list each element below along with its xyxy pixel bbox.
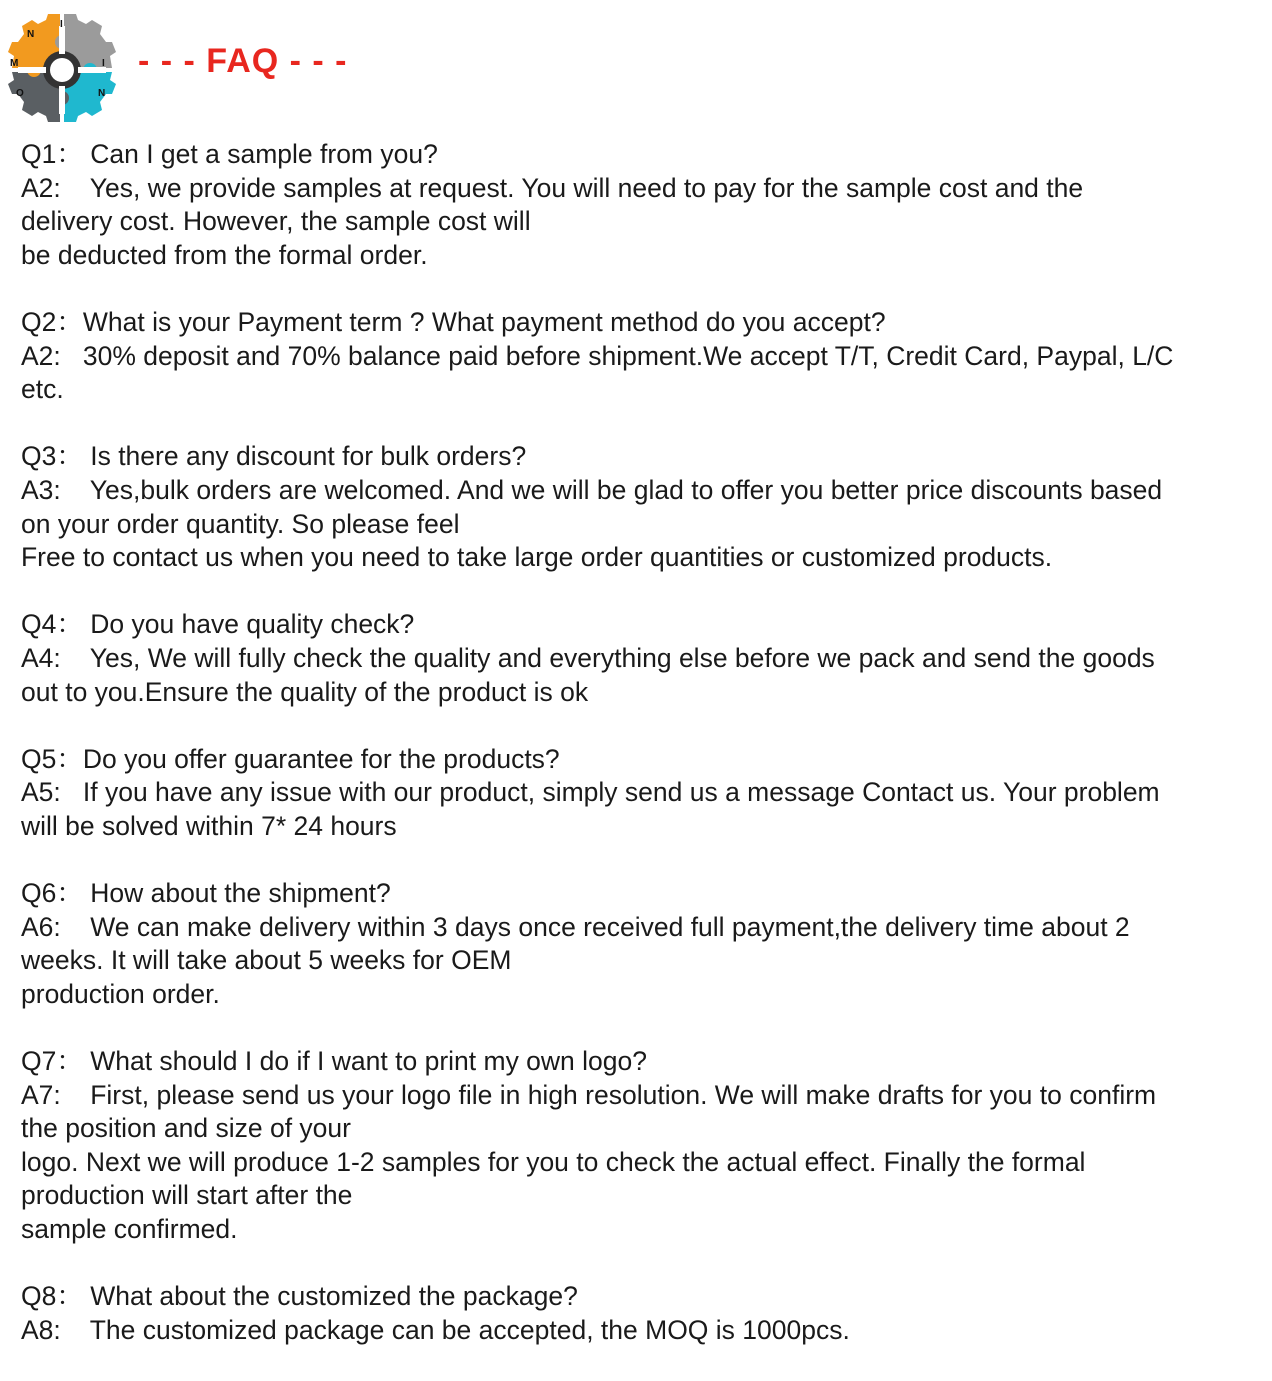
gear-spoke bbox=[59, 26, 65, 54]
faq-question: Q6： How about the shipment? bbox=[21, 878, 391, 909]
faq-title: - - - FAQ - - - bbox=[138, 42, 348, 80]
faq-answer-line: be deducted from the formal order. bbox=[21, 239, 428, 270]
gear-puzzle-logo-icon bbox=[4, 12, 120, 124]
logo-letter: O bbox=[16, 88, 24, 99]
logo-letter: N bbox=[98, 88, 106, 99]
faq-item bbox=[21, 743, 1261, 844]
faq-list bbox=[21, 138, 1261, 1381]
faq-answer-line: sample confirmed. bbox=[21, 1214, 238, 1244]
faq-question: Q7： What should I do if I want to print my own logo? bbox=[21, 1046, 647, 1077]
faq-item bbox=[21, 608, 1261, 709]
faq-item bbox=[21, 877, 1261, 1011]
faq-answer-line: production will start after the bbox=[21, 1180, 353, 1211]
faq-question: Q8： What about the customized the package? bbox=[21, 1281, 578, 1312]
gear-spoke bbox=[18, 67, 46, 73]
faq-question: Q3： Is there any discount for bulk orders? bbox=[21, 441, 527, 472]
gear-body bbox=[8, 14, 116, 122]
faq-item bbox=[21, 306, 1261, 407]
logo-letter: I bbox=[60, 19, 63, 30]
faq-answer-line: production order. bbox=[21, 978, 220, 1009]
faq-item bbox=[21, 138, 1261, 272]
faq-item bbox=[21, 440, 1261, 574]
faq-answer-line: A7: First, please send us your logo file in high resolution. We will make drafts for you to confirm bbox=[21, 1079, 1157, 1110]
faq-answer-line: A4: Yes, We will fully check the quality and everything else before we pack and send the goods bbox=[21, 642, 1155, 673]
faq-question: Q2：What is your Payment term ? What payment method do you accept? bbox=[21, 306, 886, 337]
faq-question: Q1： Can I get a sample from you? bbox=[21, 139, 438, 169]
faq-answer-line: A2: 30% deposit and 70% balance paid before shipment.We accept T/T, Credit Card, Paypal, L/C bbox=[21, 340, 1174, 371]
faq-answer-line: will be solved within 7* 24 hours bbox=[21, 810, 397, 841]
logo-letter: I bbox=[102, 58, 105, 69]
gear-center-hole bbox=[50, 58, 74, 82]
faq-answer-line: A8: The customized package can be accepted, the MOQ is 1000pcs. bbox=[21, 1314, 850, 1345]
faq-item bbox=[21, 1280, 1261, 1347]
faq-answer-line: A5: If you have any issue with our product, simply send us a message Contact us. Your problem bbox=[21, 777, 1160, 808]
faq-answer-line: on your order quantity. So please feel bbox=[21, 508, 460, 539]
faq-item bbox=[21, 1045, 1261, 1247]
logo-letter: N bbox=[27, 29, 35, 40]
logo-letter: M bbox=[10, 58, 19, 69]
faq-answer-line: weeks. It will take about 5 weeks for OEM bbox=[21, 945, 512, 976]
faq-answer-line: Free to contact us when you need to take large order quantities or customized products. bbox=[21, 542, 1053, 573]
page-header bbox=[4, 12, 604, 124]
faq-answer-line: logo. Next we will produce 1-2 samples for you to check the actual effect. Finally the formal bbox=[21, 1146, 1086, 1177]
faq-question: Q5：Do you offer guarantee for the products? bbox=[21, 743, 560, 774]
faq-answer-line: out to you.Ensure the quality of the product is ok bbox=[21, 676, 589, 707]
faq-answer-line: A6: We can make delivery within 3 days once received full payment,the delivery time about 2 bbox=[21, 911, 1130, 942]
faq-question: Q4： Do you have quality check? bbox=[21, 609, 415, 640]
faq-answer-line: delivery cost. However, the sample cost will bbox=[21, 206, 531, 237]
faq-answer-line: the position and size of your bbox=[21, 1113, 351, 1144]
faq-answer-line: etc. bbox=[21, 374, 64, 405]
faq-answer-line: A2: Yes, we provide samples at request. You will need to pay for the sample cost and the bbox=[21, 172, 1084, 203]
faq-answer-line: A3: Yes,bulk orders are welcomed. And we will be glad to offer you better price discounts based bbox=[21, 474, 1163, 505]
gear-spoke bbox=[59, 86, 65, 114]
